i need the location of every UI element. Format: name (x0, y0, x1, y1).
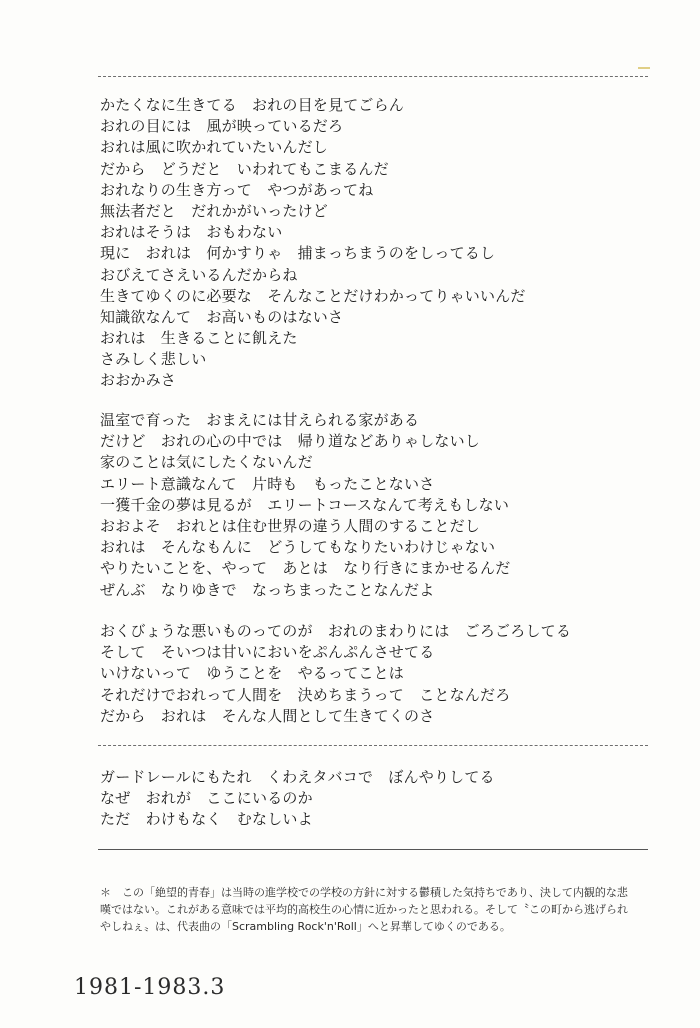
lyric-line: おれは 生きることに飢えた (100, 329, 298, 348)
lyric-line: それだけでおれって人間を 決めちまうって ことなんだろ (100, 685, 511, 704)
lyric-line: 生きてゆくのに必要な そんなことだけわかってりゃいいんだ (100, 286, 526, 305)
lyric-line: おれはそうは おもわない (100, 223, 283, 242)
lyric-line: やりたいことを、やって あとは なり行きにまかせるんだ (100, 559, 511, 578)
lyric-line: だから おれは そんな人間として生きてくのさ (100, 706, 435, 725)
lyric-line: おびえてさえいるんだからね (100, 265, 298, 284)
footnote-line: やしねぇ〟は、代表曲の「Scrambling Rock'n'Roll」へと昇華してゆくのである。 (100, 920, 511, 933)
footnote (100, 884, 648, 935)
lyric-line: だから どうだと いわれてもこまるんだ (100, 159, 389, 178)
lyric-line: なぜ おれが ここにいるのか (100, 789, 313, 808)
lyric-line: おくびょうな悪いものってのが おれのまわりには ごろごろしてる (100, 622, 572, 640)
lyrics-verse-3 (100, 621, 660, 727)
lyric-line: エリート意識なんて 片時も もったことないさ (100, 474, 435, 493)
lyric-line: おれは そんなもんに どうしてもなりたいわけじゃない (100, 538, 496, 557)
middle-dashed-divider (98, 745, 648, 746)
lyrics-verse-1 (100, 95, 660, 392)
lyric-line: ぜんぶ なりゆきで なっちまったことなんだよ (100, 580, 435, 599)
lyric-line: おれなりの生き方って やつがあってね (100, 180, 374, 199)
lyric-line: 知識欲なんて お高いものはないさ (100, 307, 344, 326)
lyric-line: おおかみさ (100, 371, 177, 390)
lyric-line: おれは風に吹かれていたいんだし (100, 138, 329, 157)
footnote-line: ＊ この「絶望的青春」は当時の進学校での学校の方針に対する鬱積した気持ちであり、決して内観的な悲 (100, 886, 628, 899)
lyric-line: 温室で育った おまえには甘えられる家がある (100, 411, 420, 429)
footnote-line: 嘆ではない。これがある意味では平均的高校生の心情に近かったと思われる。そして〝この町から逃げられ (100, 903, 628, 916)
lyric-line: いけないって ゆうことを やるってことは (100, 664, 405, 683)
lyric-line: かたくなに生きてる おれの目を見てごらん (100, 96, 405, 114)
lyric-line: ガードレールにもたれ くわえタバコで ぼんやりしてる (100, 768, 495, 786)
lyric-line: だけど おれの心の中では 帰り道などありゃしないし (100, 432, 481, 451)
lyric-line: 現に おれは 何かすりゃ 捕まっちまうのをしってるし (100, 244, 496, 263)
corner-accent-mark (638, 67, 650, 69)
lyric-line: そして そいつは甘いにおいをぷんぷんさせてる (100, 643, 435, 662)
lyric-line: 無法者だと だれかがいったけど (100, 201, 329, 220)
lyric-line: 家のことは気にしたくないんだ (100, 453, 313, 472)
bottom-solid-divider (98, 849, 648, 850)
lyric-line: おれの目には 風が映っているだろ (100, 117, 344, 136)
page-footer-date-range: 1981-1983.3 (74, 975, 226, 1000)
lyrics-verse-4 (100, 767, 660, 831)
lyric-line: ただ わけもなく むなしいよ (100, 810, 313, 829)
top-dashed-divider (98, 76, 648, 77)
lyrics-verse-2 (100, 410, 660, 601)
lyric-line: さみしく悲しい (100, 350, 207, 369)
lyric-line: おおよそ おれとは住む世界の違う人間のすることだし (100, 516, 481, 535)
lyric-line: 一獲千金の夢は見るが エリートコースなんて考えもしない (100, 495, 510, 514)
